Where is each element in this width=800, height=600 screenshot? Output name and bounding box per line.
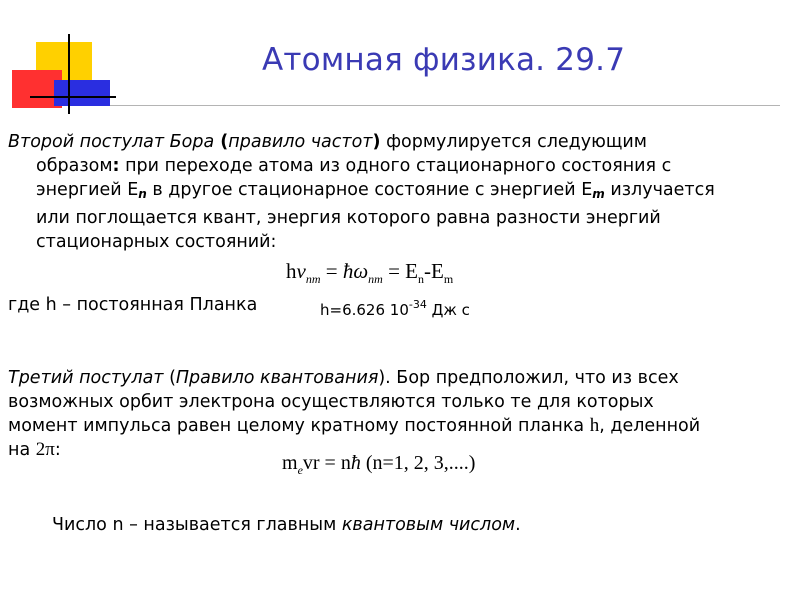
quantum-number-term: квантовым числом bbox=[341, 515, 516, 535]
symbol: h bbox=[286, 259, 297, 283]
title-divider bbox=[110, 105, 780, 106]
text-run: : bbox=[54, 440, 61, 460]
planck-constant-label: где h – постоянная Планка bbox=[8, 295, 258, 315]
postulate-2-alias: правило частот bbox=[228, 132, 373, 152]
postulate-2-name: Второй постулат Бора bbox=[8, 132, 215, 152]
text-run: при переходе атома из одного стационарного состояния с bbox=[119, 156, 672, 176]
symbol: ω bbox=[353, 259, 369, 283]
slide-logo bbox=[0, 0, 120, 120]
quantization-formula bbox=[282, 452, 475, 478]
subscript: m bbox=[443, 272, 454, 286]
planck-constant-value bbox=[320, 298, 470, 319]
colon: : bbox=[112, 156, 120, 176]
postulate-3-name: Третий постулат bbox=[8, 368, 164, 388]
subscript: m bbox=[592, 187, 605, 201]
paren: ( bbox=[163, 368, 176, 388]
text-run: vr = n bbox=[302, 452, 351, 474]
subscript: e bbox=[297, 463, 303, 477]
logo-horizontal-line bbox=[30, 96, 116, 98]
postulate-2-line-1 bbox=[8, 130, 715, 154]
paren: ( bbox=[214, 132, 229, 152]
subscript: nm bbox=[305, 272, 321, 286]
symbol: 2π bbox=[35, 439, 55, 460]
postulate-2-paragraph bbox=[8, 130, 715, 254]
paren: ) bbox=[372, 132, 381, 152]
subscript: n bbox=[418, 272, 425, 286]
bohr-frequency-formula bbox=[286, 259, 453, 287]
text-run: , деленной bbox=[599, 416, 701, 436]
symbol: = E bbox=[382, 259, 419, 283]
text-run: формулируется следующим bbox=[380, 132, 647, 152]
symbol: m bbox=[282, 452, 298, 474]
postulate-3-alias: Правило квантования bbox=[175, 368, 379, 388]
postulate-3-line-2: возможных орбит электрона осуществляются только те для которых bbox=[8, 392, 654, 412]
postulate-3-line-1 bbox=[8, 366, 700, 390]
superscript: -34 bbox=[408, 298, 427, 311]
logo-vertical-line bbox=[68, 34, 70, 114]
subscript: nm bbox=[368, 272, 383, 286]
text-run: Дж с bbox=[426, 301, 470, 319]
text-run: (n=1, 2, 3,....) bbox=[360, 452, 476, 474]
text-run: момент импульса равен целому кратному постоянной планка bbox=[8, 416, 590, 436]
postulate-3-paragraph bbox=[8, 366, 700, 462]
text-run: ). Бор предположил, что из всех bbox=[378, 368, 679, 388]
symbol: = bbox=[320, 259, 343, 283]
text-run: h=6.626 10 bbox=[320, 301, 409, 319]
slide-title: Атомная физика. 29.7 bbox=[262, 42, 626, 78]
text-run: образом bbox=[36, 156, 113, 176]
logo-blue-square bbox=[54, 80, 110, 106]
postulate-2-line-5: стационарных состояний: bbox=[36, 232, 277, 252]
text-run: в другое стационарное состояние с энергией E bbox=[146, 180, 593, 200]
symbol: ν bbox=[296, 259, 306, 283]
postulate-2-line-3 bbox=[8, 178, 715, 206]
postulate-3-line-3 bbox=[8, 414, 700, 438]
subscript: n bbox=[138, 187, 147, 201]
postulate-2-line-2 bbox=[8, 154, 715, 178]
text-run: излучается bbox=[604, 180, 715, 200]
text-run: энергией E bbox=[36, 180, 139, 200]
symbol: h bbox=[589, 415, 600, 436]
text-run: Число n – называется главным bbox=[52, 515, 342, 535]
text-run: . bbox=[515, 515, 521, 535]
symbol: ħ bbox=[350, 452, 361, 474]
symbol: ħ bbox=[342, 259, 354, 283]
principal-quantum-number-note bbox=[52, 513, 521, 537]
text-run: на bbox=[8, 440, 36, 460]
postulate-2-line-4: или поглощается квант, энергия которого равна разности энергий bbox=[36, 208, 661, 228]
symbol: -E bbox=[424, 259, 444, 283]
